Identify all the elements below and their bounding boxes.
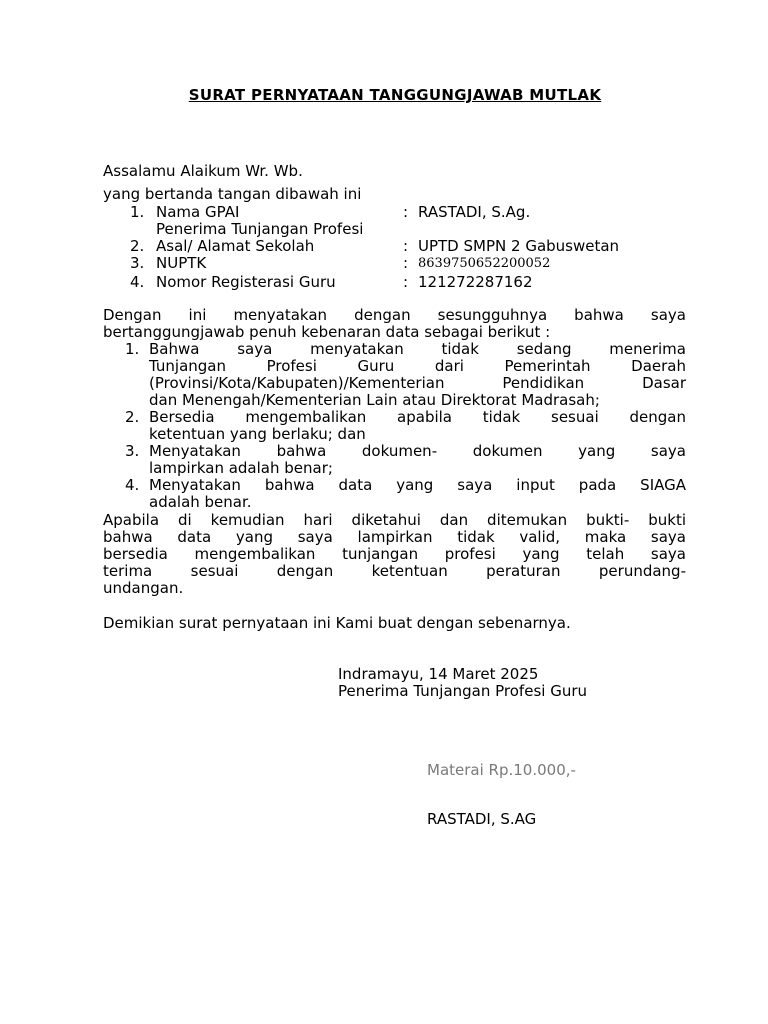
- list-line: Menyatakan bahwa dokumen- dokumen yang saya: [149, 442, 686, 460]
- document-title: SURAT PERNYATAAN TANGGUNGJAWAB MUTLAK: [188, 86, 602, 104]
- list-line: Bahwa saya menyatakan tidak sedang menerima: [149, 340, 686, 358]
- list-item: [120, 409, 686, 443]
- field-number: 3.: [130, 254, 145, 272]
- statement-paragraph: [103, 307, 686, 341]
- final-statement: Demikian surat pernyataan ini Kami buat dengan sebenarnya.: [103, 614, 571, 632]
- place-date: Indramayu, 14 Maret 2025: [338, 665, 539, 683]
- field-school-address: [130, 237, 620, 255]
- field-value: UPTD SMPN 2 Gabuswetan: [418, 237, 620, 255]
- field-label: NUPTK: [156, 254, 207, 272]
- list-item: [120, 443, 686, 477]
- intro-line: yang bertanda tangan dibawah ini: [103, 185, 362, 203]
- greeting: Assalamu Alaikum Wr. Wb.: [103, 162, 303, 180]
- list-line: Tunjangan Profesi Guru dari Pemerintah Daerah: [149, 357, 686, 375]
- field-number: 4.: [130, 273, 145, 291]
- list-number: 3.: [125, 442, 140, 460]
- paragraph-line: Apabila di kemudian hari diketahui dan ditemukan bukti- bukti: [103, 511, 686, 529]
- field-number: 1.: [130, 203, 145, 221]
- statement-list: [120, 341, 686, 511]
- signer-role: Penerima Tunjangan Profesi Guru: [338, 682, 587, 700]
- field-value: 121272287162: [418, 273, 533, 291]
- list-number: 1.: [125, 340, 140, 358]
- list-line: adalah benar.: [149, 493, 252, 511]
- paragraph-line: bertanggungjawab penuh kebenaran data sebagai berikut :: [103, 323, 551, 341]
- paragraph-line: bahwa data yang saya lampirkan tidak valid, maka saya: [103, 528, 686, 546]
- list-line: (Provinsi/Kota/Kabupaten)/Kementerian Pendidikan Dasar: [149, 374, 686, 392]
- list-line: ketentuan yang berlaku; dan: [149, 425, 366, 443]
- field-label-continued: Penerima Tunjangan Profesi: [156, 220, 364, 238]
- field-value: RASTADI, S.Ag.: [418, 203, 531, 221]
- field-nuptk: [130, 254, 551, 272]
- field-label: Nama GPAI: [156, 203, 240, 221]
- field-label: Nomor Registerasi Guru: [156, 273, 336, 291]
- list-item: [120, 477, 686, 511]
- field-label: Asal/ Alamat Sekolah: [156, 237, 315, 255]
- field-registration-number: [130, 273, 533, 291]
- field-colon: :: [403, 237, 409, 255]
- signer-name: RASTADI, S.AG: [427, 810, 537, 828]
- field-colon: :: [403, 273, 409, 291]
- list-line: Menyatakan bahwa data yang saya input pada SIAGA: [149, 476, 686, 494]
- list-line: dan Menengah/Kementerian Lain atau Direktorat Madrasah;: [149, 391, 600, 409]
- field-colon: :: [403, 203, 409, 221]
- stamp-duty-note: Materai Rp.10.000,-: [427, 761, 576, 779]
- paragraph-line: undangan.: [103, 579, 184, 597]
- field-number: 2.: [130, 237, 145, 255]
- field-name: [130, 203, 531, 221]
- paragraph-line: bersedia mengembalikan tunjangan profesi yang telah saya: [103, 545, 686, 563]
- list-number: 4.: [125, 476, 140, 494]
- paragraph-line: terima sesuai dengan ketentuan peraturan perundang-: [103, 562, 686, 580]
- list-line: lampirkan adalah benar;: [149, 459, 333, 477]
- paragraph-line: Dengan ini menyatakan dengan sesungguhnya bahwa saya: [103, 306, 686, 324]
- list-item: [120, 341, 686, 409]
- field-colon: :: [403, 254, 409, 272]
- field-value: 8639750652200052: [418, 256, 551, 271]
- closing-paragraph: [103, 512, 686, 597]
- list-line: Bersedia mengembalikan apabila tidak sesuai dengan: [149, 408, 686, 426]
- list-number: 2.: [125, 408, 140, 426]
